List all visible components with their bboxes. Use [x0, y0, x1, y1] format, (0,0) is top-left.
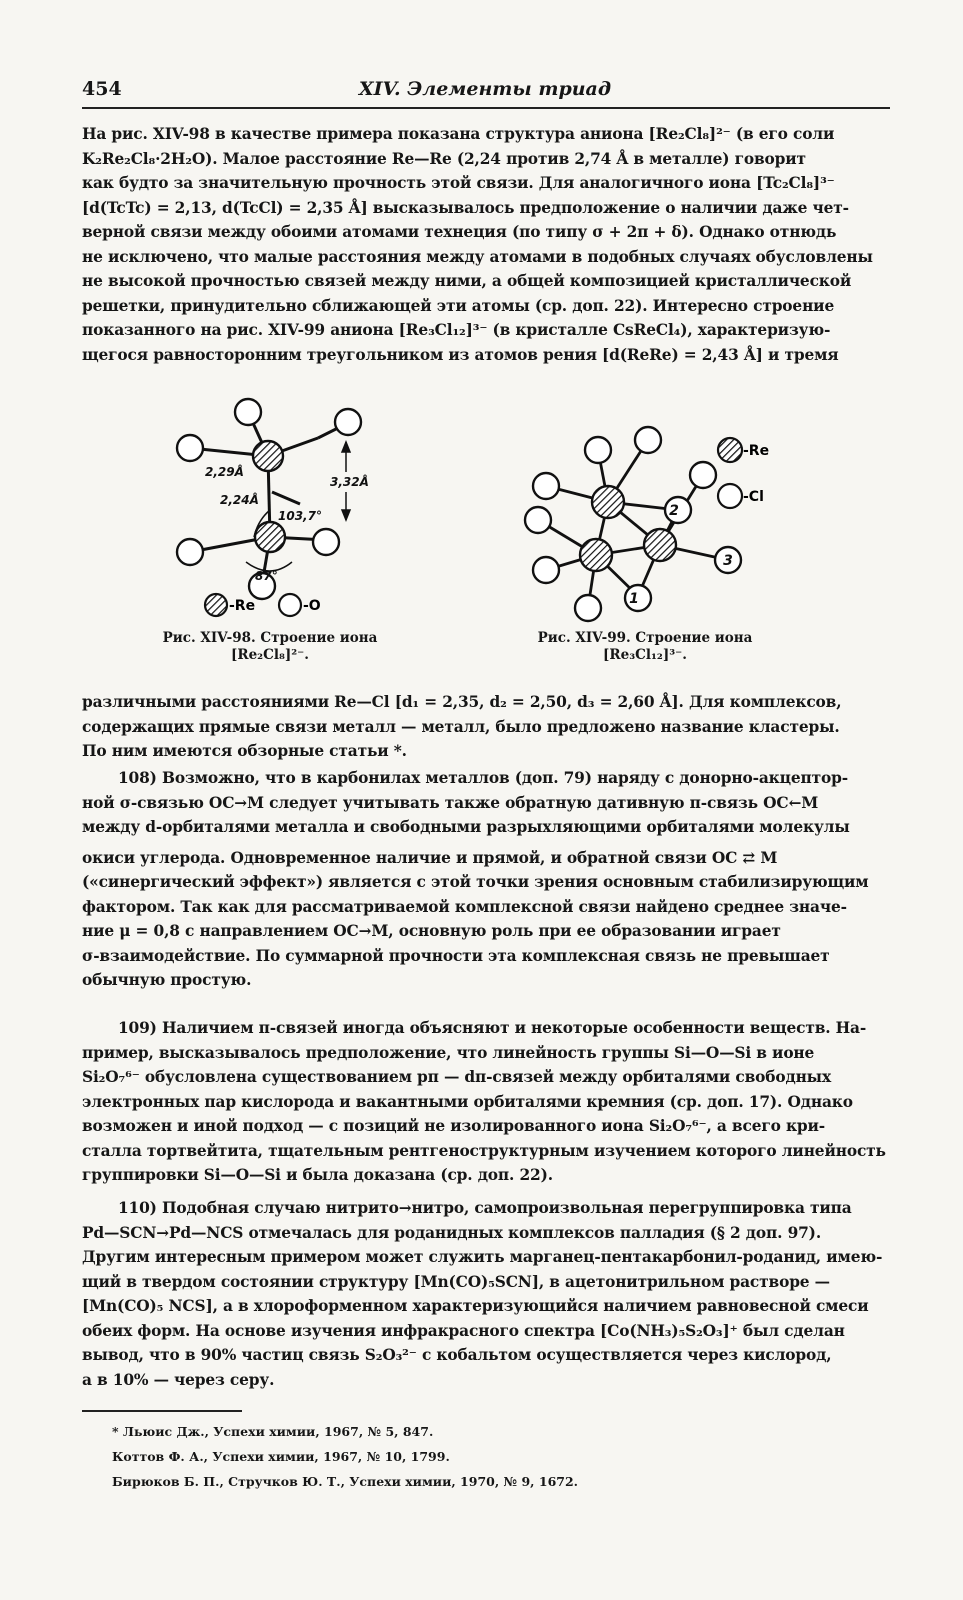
text-line: [Mn(CO)₅ NCS], а в хлороформенном характеризующийся наличием равновесной смеси [82, 1297, 869, 1315]
chlorine-atom [525, 507, 551, 533]
page-number: 454 [82, 78, 122, 100]
figure-xiv-98-diagram [150, 392, 400, 628]
text-line: а в 10% — через серу. [82, 1370, 275, 1389]
text-line: не исключено, что малые расстояния между атомами в подобных случаях обусловлены [82, 247, 873, 266]
angle-label: 103,7° [278, 509, 322, 523]
text-line: возможен и иной подход — с позиций не изолированного иона Si₂O₇⁶⁻, а всего кри- [82, 1117, 826, 1135]
text-line: обычную простую. [82, 971, 252, 989]
paragraph-110 [82, 1196, 890, 1392]
oxygen-atom [235, 399, 261, 425]
text-line: обеих форм. На основе изучения инфракрасного спектра [Co(NH₃)₅S₂O₃]⁺ был сделан [82, 1321, 845, 1340]
caption-line: [Re₂Cl₈]²⁻. [230, 647, 310, 663]
text-line: электронных пар кислорода и вакантными орбиталями кремния (ср. доп. 17). Однако [82, 1092, 853, 1111]
text-line: решетки, принудительно сближающей эти атомы (ср. доп. 22). Интересно строение [82, 296, 835, 315]
rhenium-atom [255, 522, 285, 552]
text-line: [d(TcTc) = 2,13, d(TcCl) = 2,35 Å] высказывалось предположение о наличии даже чет- [82, 198, 849, 217]
text-line: содержащих прямые связи металл — металл, было предложено название кластеры. [82, 717, 840, 736]
text-line: щий в твердом состоянии структуру [Mn(CO)₅SCN], в ацетонитрильном растворе — [82, 1272, 830, 1291]
oxygen-atom [313, 529, 339, 555]
chlorine-atom [575, 595, 601, 621]
text-line: вывод, что в 90% частиц связь S₂O₃²⁻ с кобальтом осуществляется через кислород, [82, 1346, 832, 1364]
rhenium-atom [592, 486, 624, 518]
legend-re-label: -Re [743, 443, 770, 459]
text-line: показанного на рис. XIV-99 аниона [Re₃Cl₁₂]³⁻ (в кристалле CsReCl₄), характеризую- [82, 321, 831, 339]
angle-label: 87° [255, 569, 278, 583]
chlorine-atom [690, 462, 716, 488]
text-line: пример, высказывалось предположение, что линейность группы Si—O—Si в ионе [82, 1043, 815, 1062]
footnote-rule [82, 1410, 242, 1412]
text-line: («синергический эффект») является с этой точки зрения основным стабилизирующим [82, 873, 869, 891]
running-title: XIV. Элементы триад [358, 78, 612, 100]
atom-number-label: 3 [723, 553, 733, 569]
text-line: Pd—SCN→Pd—NCS отмечалась для роданидных комплексов палладия (§ 2 доп. 97). [82, 1223, 822, 1242]
caption-line: Рис. XIV-99. Строение иона [537, 630, 753, 646]
paragraph-108 [82, 766, 890, 993]
text-line: группировки Si—O—Si и была доказана (ср. доп. 22). [82, 1166, 553, 1184]
text-line: сталла тортвейтита, тщательным рентгеноструктурным изучением которого линейность [82, 1141, 886, 1160]
footnote: * Льюис Дж., Успехи химии, 1967, № 5, 847. [112, 1424, 434, 1439]
figure-xiv-99-caption [500, 630, 790, 664]
legend-re-label: -Re [229, 598, 256, 614]
oxygen-atom [177, 435, 203, 461]
text-line: На рис. XIV-98 в качестве примера показана структура аниона [Re₂Cl₈]²⁻ (в его соли [82, 125, 835, 143]
paragraph-109 [82, 1016, 890, 1188]
chlorine-legend-icon [718, 484, 742, 508]
chlorine-atom [533, 557, 559, 583]
rhenium-legend-icon [205, 594, 227, 616]
rhenium-atom [580, 539, 612, 571]
text-line: верной связи между обоими атомами технеция (по типу σ + 2π + δ). Однако отнюдь [82, 223, 837, 241]
text-line: окиси углерода. Одновременное наличие и прямой, и обратной связи OC ⇄ M [82, 848, 778, 867]
footnote: Коттов Ф. А., Успехи химии, 1967, № 10, 1799. [112, 1449, 450, 1464]
chlorine-atom [635, 427, 661, 453]
oxygen-atom [177, 539, 203, 565]
text-line: K₂Re₂Cl₈·2H₂O). Малое расстояние Re—Re (2,24 против 2,74 Å в металле) говорит [82, 149, 806, 168]
oxygen-legend-icon [279, 594, 301, 616]
page-header [82, 78, 888, 108]
text-line: 108) Возможно, что в карбонилах металлов (доп. 79) наряду с донорно-акцептор- [118, 769, 848, 787]
text-line: σ-взаимодействие. По суммарной прочности эта комплексная связь не превышает [82, 946, 830, 965]
legend-cl-label: -Cl [743, 489, 764, 505]
atom-number-label: 2 [669, 503, 679, 519]
chlorine-atom [585, 437, 611, 463]
rhenium-atom [644, 529, 676, 561]
text-line: По ним имеются обзорные статьи *. [82, 742, 407, 760]
text-line: как будто за значительную прочность этой связи. Для аналогичного иона [Tc₂Cl₈]³⁻ [82, 174, 835, 192]
text-line: фактором. Так как для рассматриваемой комплексной связи найдено среднее значе- [82, 897, 847, 916]
text-line: различными расстояниями Re—Cl [d₁ = 2,35, d₂ = 2,50, d₃ = 2,60 Å]. Для комплексов, [82, 693, 842, 711]
distance-label: 3,32Å [330, 475, 369, 489]
caption-line: Рис. XIV-98. Строение иона [162, 630, 378, 646]
distance-label: 2,29Å [205, 465, 244, 479]
after-figures-paragraph [82, 690, 890, 764]
intro-paragraph [82, 122, 890, 367]
oxygen-atom [335, 409, 361, 435]
text-line: ние μ = 0,8 с направлением OC→M, основную роль при ее образовании играет [82, 922, 781, 940]
text-line: Si₂O₇⁶⁻ обусловлена существованием pπ — dπ-связей между орбиталями свободных [82, 1068, 831, 1086]
legend-o-label: -O [303, 598, 321, 614]
atom-number-label: 1 [629, 591, 639, 607]
text-line: 109) Наличием π-связей иногда объясняют и некоторые особенности веществ. На- [118, 1019, 867, 1037]
text-line: ной σ-связью OC→M следует учитывать также обратную дативную π-связь OC←M [82, 793, 819, 812]
text-line: не высокой прочностью связей между ними, а общей композицией кристаллической [82, 272, 852, 290]
rhenium-atom [253, 441, 283, 471]
caption-line: [Re₃Cl₁₂]³⁻. [603, 647, 687, 663]
rhenium-legend-icon [718, 438, 742, 462]
text-line: щегося равносторонним треугольником из атомов рения [d(ReRe) = 2,43 Å] и тремя [82, 345, 839, 364]
chlorine-atom [533, 473, 559, 499]
footnote: Бирюков Б. П., Стручков Ю. Т., Успехи химии, 1970, № 9, 1672. [112, 1474, 579, 1489]
header-rule [82, 107, 890, 109]
text-line: 110) Подобная случаю нитрито→нитро, самопроизвольная перегруппировка типа [118, 1199, 852, 1217]
text-line: Другим интересным примером может служить марганец-пентакарбонил-роданид, имею- [82, 1248, 883, 1266]
distance-label: 2,24Å [220, 493, 259, 507]
figure-xiv-98-caption [140, 630, 400, 664]
text-line: между d-орбиталями металла и свободными разрыхляющими орбиталями молекулы [82, 818, 850, 836]
figure-xiv-99-diagram [498, 420, 798, 630]
